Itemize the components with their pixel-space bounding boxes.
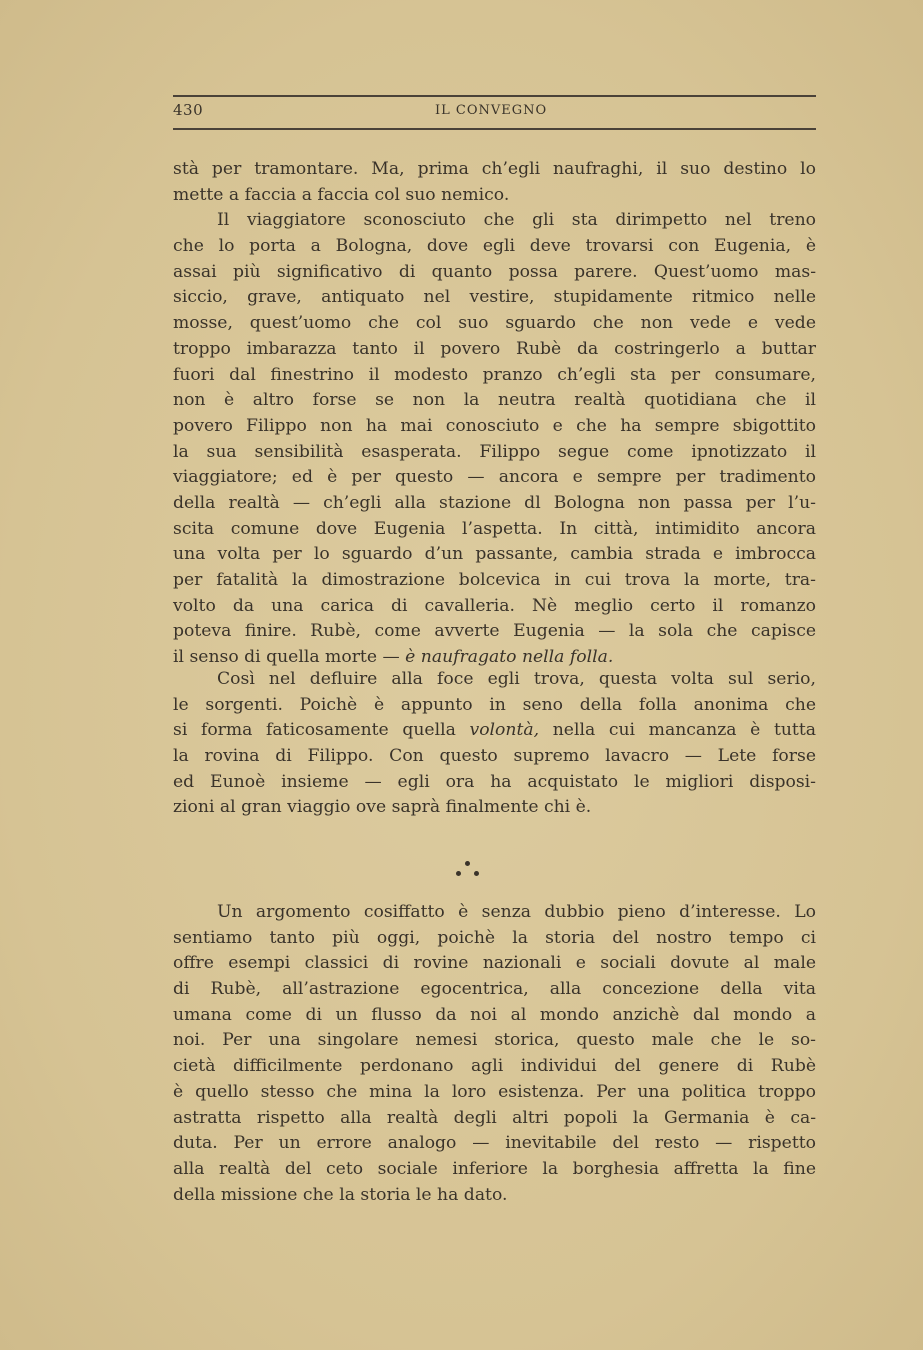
text-line: viaggiatore; ed è per questo — ancora e sempre per tradimento (173, 467, 816, 488)
text-line: assai più significativo di quanto possa parere. Quest’uomo mas- (173, 261, 816, 282)
paragraph-4 (173, 900, 816, 1208)
text-line: umana come di un flusso da noi al mondo anzichè dal mondo a (173, 1004, 816, 1025)
text-line: fuori dal finestrino il modesto pranzo ch’egli sta per consumare, (173, 364, 816, 385)
text-line: ed Eunoè insieme — egli ora ha acquistato le migliori disposi- (173, 771, 816, 792)
asterism-ornament (448, 857, 488, 887)
text-line: sentiamo tanto più oggi, poichè la storia del nostro tempo ci (173, 927, 816, 948)
text-line: per fatalità la dimostrazione bolcevica in cui trova la morte, tra- (173, 570, 816, 590)
text-line: offre esempi classici di rovine nazionali e sociali dovute al male (173, 953, 816, 974)
asterism-dot (456, 871, 461, 876)
italic-word: volontà, (469, 720, 540, 741)
text-line: Così nel defluire alla foce egli trova, questa volta sul serio, (217, 669, 816, 689)
page-number: 430 (173, 101, 204, 119)
text-line: mette a faccia a faccia col suo nemico. (173, 184, 510, 205)
text-line: di Rubè, all’astrazione egocentrica, alla concezione della vita (173, 979, 816, 1000)
text-span: nella cui mancanza è tutta (539, 720, 816, 741)
paragraph-3 (173, 667, 816, 821)
text-line: Un argomento cosiffatto è senza dubbio pieno d’interesse. Lo (217, 902, 816, 922)
text-line: una volta per lo sguardo d’un passante, cambia strada e imbrocca (173, 544, 816, 565)
text-line: siccio, grave, antiquato nel vestire, stupidamente ritmico nelle (173, 287, 816, 308)
asterism-dot (474, 871, 479, 876)
asterism-dot (465, 861, 470, 866)
text-line: è quello stesso che mina la loro esistenza. Per una politica troppo (173, 1081, 816, 1102)
text-line: la rovina di Filippo. Con questo supremo lavacro — Lete forse (173, 746, 816, 767)
text-line: la sua sensibilità esasperata. Filippo segue come ipnotizzato il (173, 441, 816, 462)
text-line (173, 718, 816, 744)
text-line: duta. Per un errore analogo — inevitabile del resto — rispetto (173, 1133, 816, 1154)
text-line: cietà difficilmente perdonano agli individui del genere di Rubè (173, 1056, 816, 1077)
text-line: mosse, quest’uomo che col suo sguardo che non vede e vede (173, 313, 816, 334)
text-line: che lo porta a Bologna, dove egli deve trovarsi con Eugenia, è (173, 236, 816, 257)
text-line: non è altro forse se non la neutra realtà quotidiana che il (173, 390, 816, 411)
text-line: zioni al gran viaggio ove saprà finalmente chi è. (173, 797, 592, 818)
text-line: Il viaggiatore sconosciuto che gli sta dirimpetto nel treno (217, 210, 816, 231)
text-line: della missione che la storia le ha dato. (173, 1184, 508, 1205)
italic-quote: è naufragato nella folla. (405, 647, 614, 668)
text-line: scita comune dove Eugenia l’aspetta. In città, intimidito ancora (173, 518, 816, 539)
running-header (173, 101, 816, 123)
text-line: della realtà — ch’egli alla stazione dl Bologna non passa per l’u- (173, 492, 816, 513)
text-line: povero Filippo non ha mai conosciuto e che ha sempre sbigottito (173, 415, 816, 436)
header-rule-bottom (173, 128, 816, 130)
text-line: le sorgenti. Poichè è appunto in seno della folla anonima che (173, 694, 816, 715)
text-line: poteva finire. Rubè, come avverte Eugenia — la sola che capisce (173, 621, 816, 642)
paragraph-1 (173, 157, 816, 671)
header-rule-top (173, 95, 816, 97)
text-span: il senso di quella morte — (173, 647, 406, 668)
text-line: stà per tramontare. Ma, prima ch’egli naufraghi, il suo destino lo (173, 159, 816, 179)
text-line: noi. Per una singolare nemesi storica, questo male che le so- (173, 1030, 816, 1051)
running-title: IL CONVEGNO (435, 103, 548, 118)
text-line: alla realtà del ceto sociale inferiore la borghesia affretta la fine (173, 1158, 816, 1179)
text-line: troppo imbarazza tanto il povero Rubè da costringerlo a buttar (173, 338, 816, 359)
text-line: volto da una carica di cavalleria. Nè meglio certo il romanzo (173, 595, 816, 616)
text-span: si forma faticosamente quella (173, 720, 470, 741)
text-line: astratta rispetto alla realtà degli altri popoli la Germania è ca- (173, 1107, 816, 1128)
